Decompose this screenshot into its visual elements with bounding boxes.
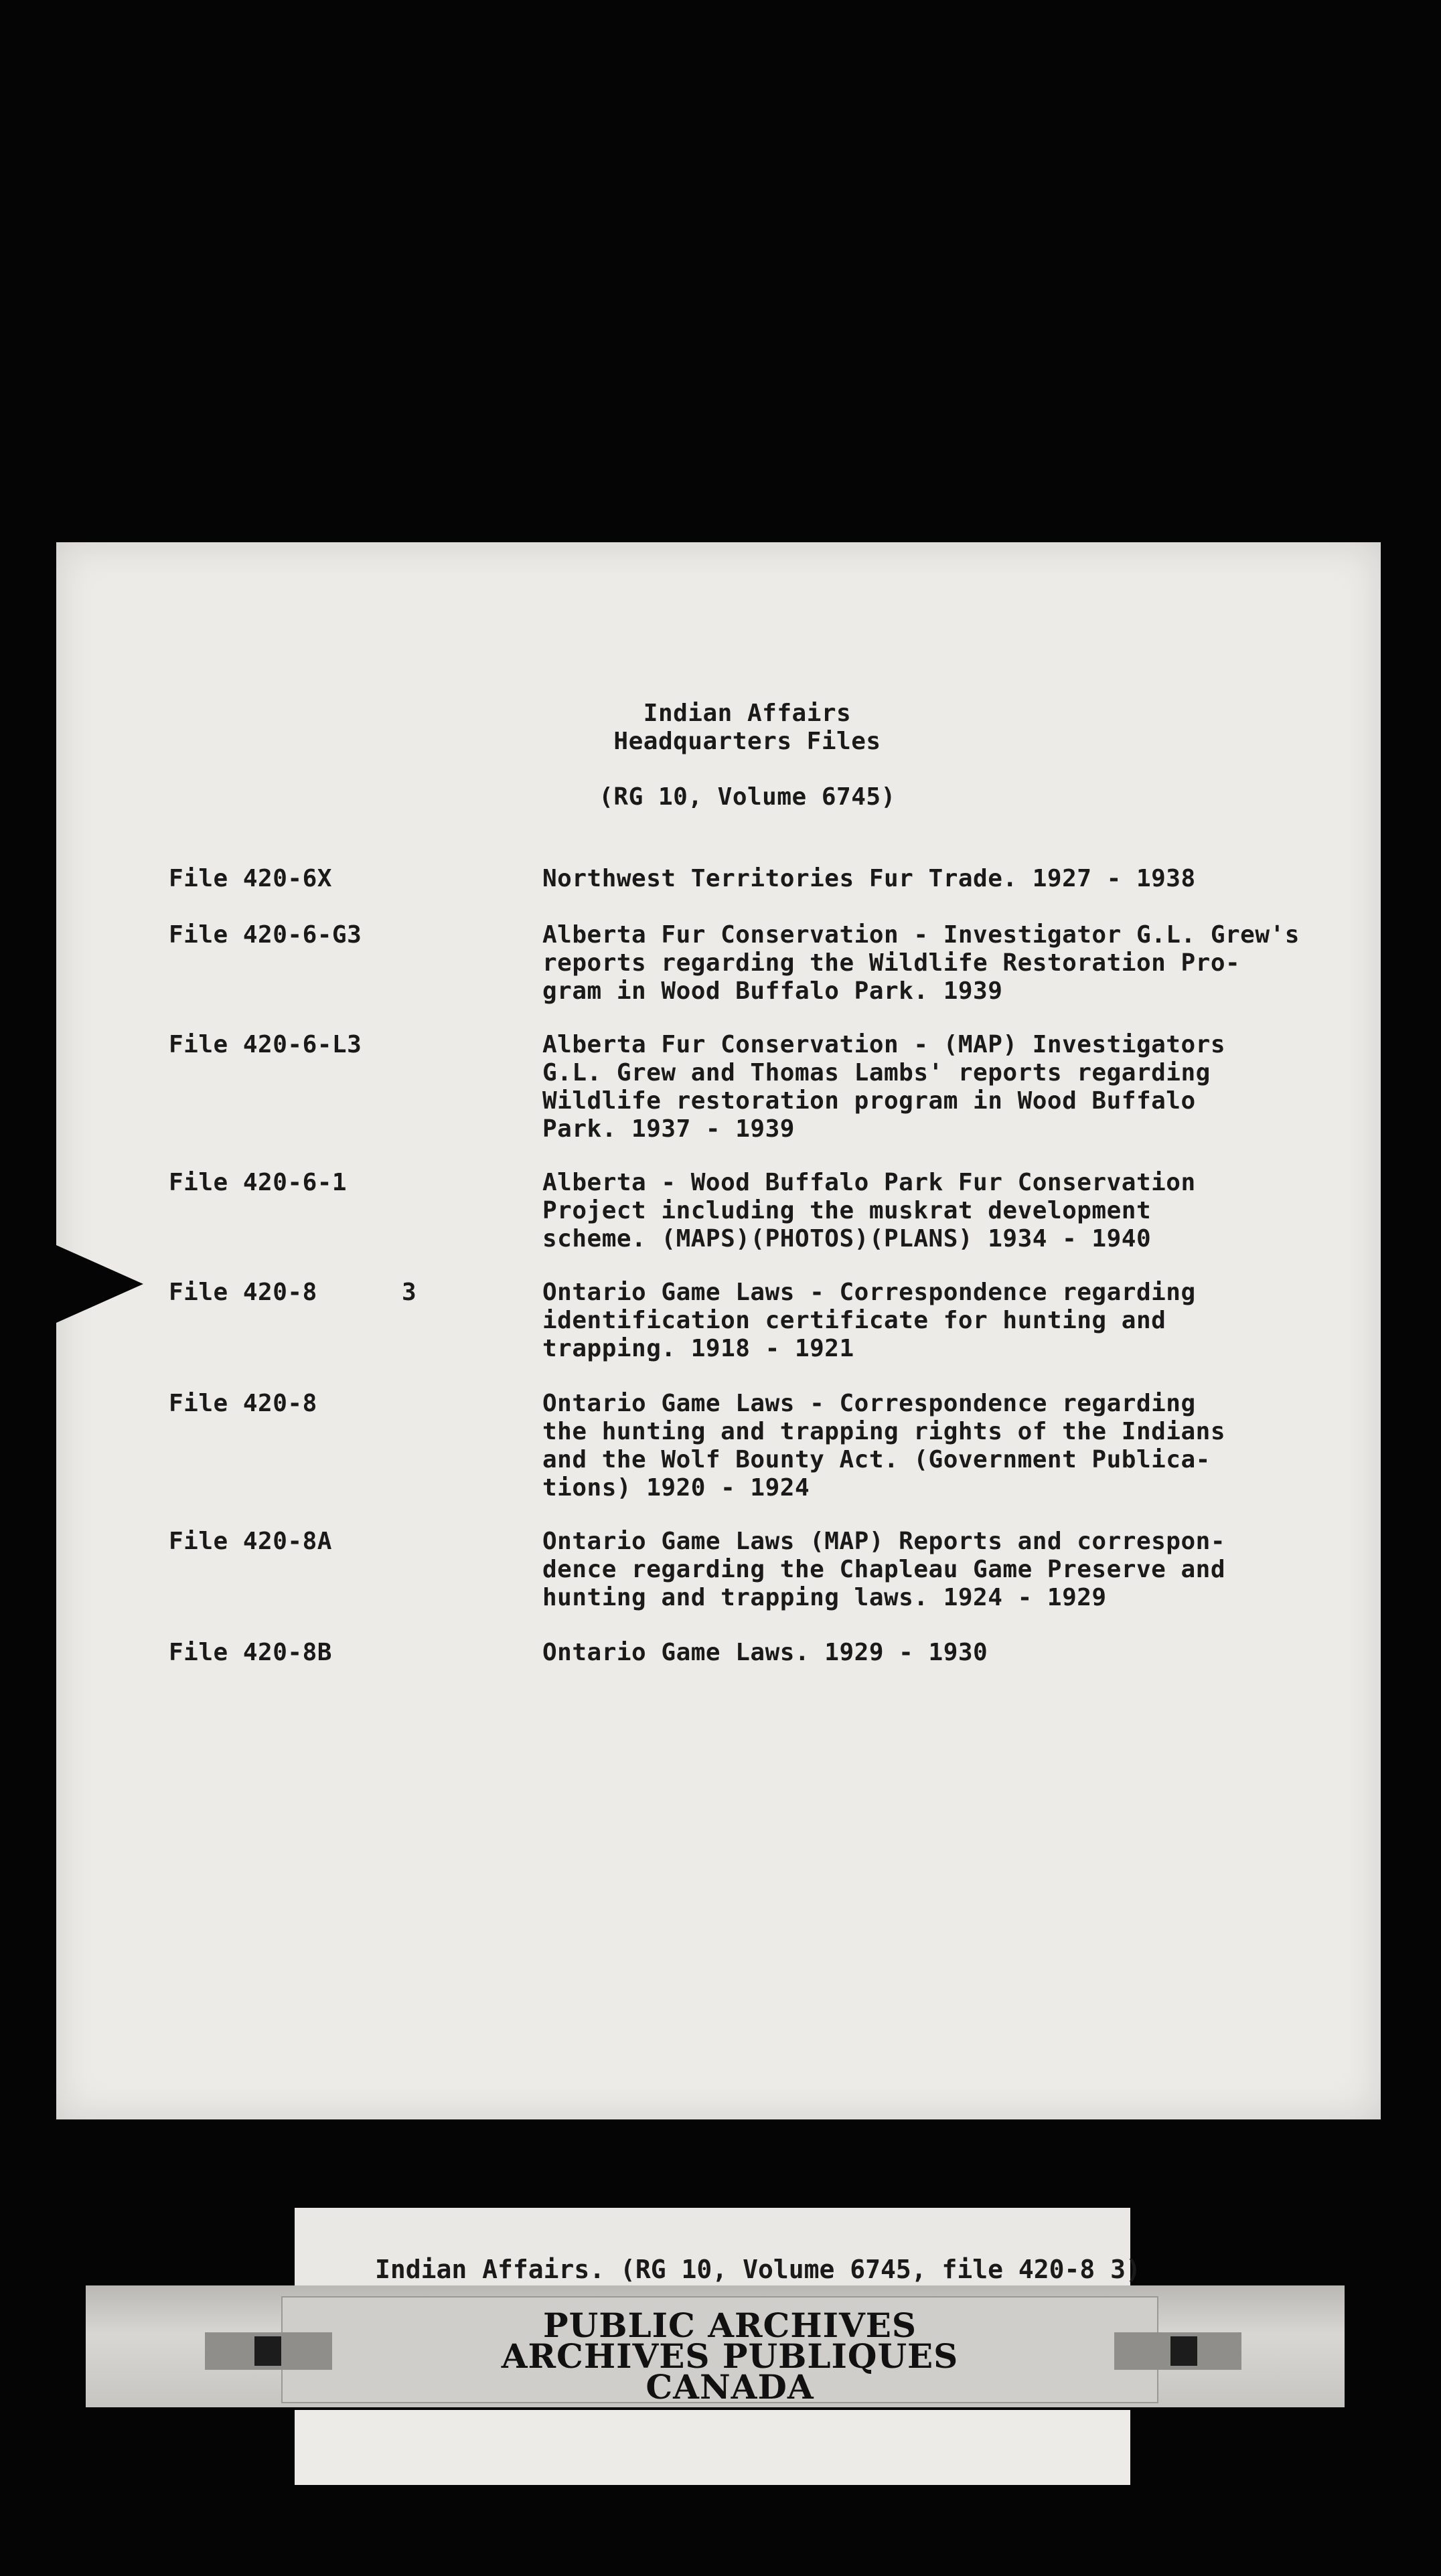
entry-description [542,1390,1286,1502]
entry-file-number: File 420-6-G3 [169,921,362,949]
entry-handwritten-mark: 3 [402,1279,417,1306]
frame-pointer-notch [56,1245,143,1323]
film-clip-left-marker [254,2336,281,2366]
document-reference: (RG 10, Volume 6745) [599,783,896,811]
entry-description-line: trapping. 1918 - 1921 [542,1335,854,1362]
entry-description-line: identification certificate for hunting and [542,1307,1166,1334]
entry-description [542,865,1286,893]
bottom-label-strip [295,2410,1130,2485]
entry-description-line: G.L. Grew and Thomas Lambs' reports regarding [542,1059,1211,1086]
entry-file-number: File 420-8A [169,1528,332,1555]
archive-stamp-line-3: CANADA [646,2367,814,2407]
document-subtitle: Headquarters Files [613,728,881,755]
entry-description-line: Wildlife restoration program in Wood Buffalo [542,1087,1196,1115]
archive-stamp-line-2: ARCHIVES PUBLIQUES [501,2336,959,2376]
entry-description [542,1528,1286,1612]
entry-file-number: File 420-8B [169,1639,332,1666]
entry-description-line: reports regarding the Wildlife Restoration Pro- [542,949,1241,977]
entry-file-number: File 420-8 [169,1390,317,1417]
entry-description-line: dence regarding the Chapleau Game Preserve and [542,1556,1225,1583]
entry-description-line: scheme. (MAPS)(PHOTOS)(PLANS) 1934 - 1940 [542,1225,1152,1253]
archive-stamp-line-1: PUBLIC ARCHIVES [543,2306,917,2345]
entry-description-line: gram in Wood Buffalo Park. 1939 [542,977,1003,1005]
entry-description-line: Alberta Fur Conservation - Investigator G.L. Grew's [542,921,1300,949]
entry-description-line: Project including the muskrat development [542,1197,1152,1224]
entry-description-line: Park. 1937 - 1939 [542,1115,795,1143]
entry-description-line: Alberta Fur Conservation - (MAP) Investigators [542,1031,1225,1058]
entry-description-line: and the Wolf Bounty Act. (Government Publica- [542,1446,1211,1473]
document-title: Indian Affairs [643,700,852,727]
entry-file-number: File 420-6X [169,865,332,892]
entry-description-line: Northwest Territories Fur Trade. 1927 - 1938 [542,865,1196,892]
entry-description-line: Ontario Game Laws - Correspondence regarding [542,1390,1196,1417]
entry-description-line: hunting and trapping laws. 1924 - 1929 [542,1584,1107,1611]
entry-file-number: File 420-8 [169,1279,317,1306]
entry-description [542,921,1300,1005]
entry-description-line: Ontario Game Laws. 1929 - 1930 [542,1639,988,1666]
entry-description [542,1639,1286,1667]
film-clip-right-marker [1170,2336,1197,2366]
entry-description [542,1169,1286,1253]
entry-description-line: Ontario Game Laws (MAP) Reports and correspon- [542,1528,1225,1555]
entry-description-line: the hunting and trapping rights of the Indians [542,1418,1225,1445]
entry-description-line: Alberta - Wood Buffalo Park Fur Conservation [542,1169,1196,1196]
entry-file-number: File 420-6-1 [169,1169,348,1196]
entry-description-line: Ontario Game Laws - Correspondence regarding [542,1279,1196,1306]
entry-file-number: File 420-6-L3 [169,1031,362,1058]
entry-description [542,1031,1286,1143]
entry-description [542,1279,1286,1363]
entry-description-line: tions) 1920 - 1924 [542,1474,810,1502]
file-label-text: Indian Affairs. (RG 10, Volume 6745, file 420-8 3) [375,2255,1141,2284]
